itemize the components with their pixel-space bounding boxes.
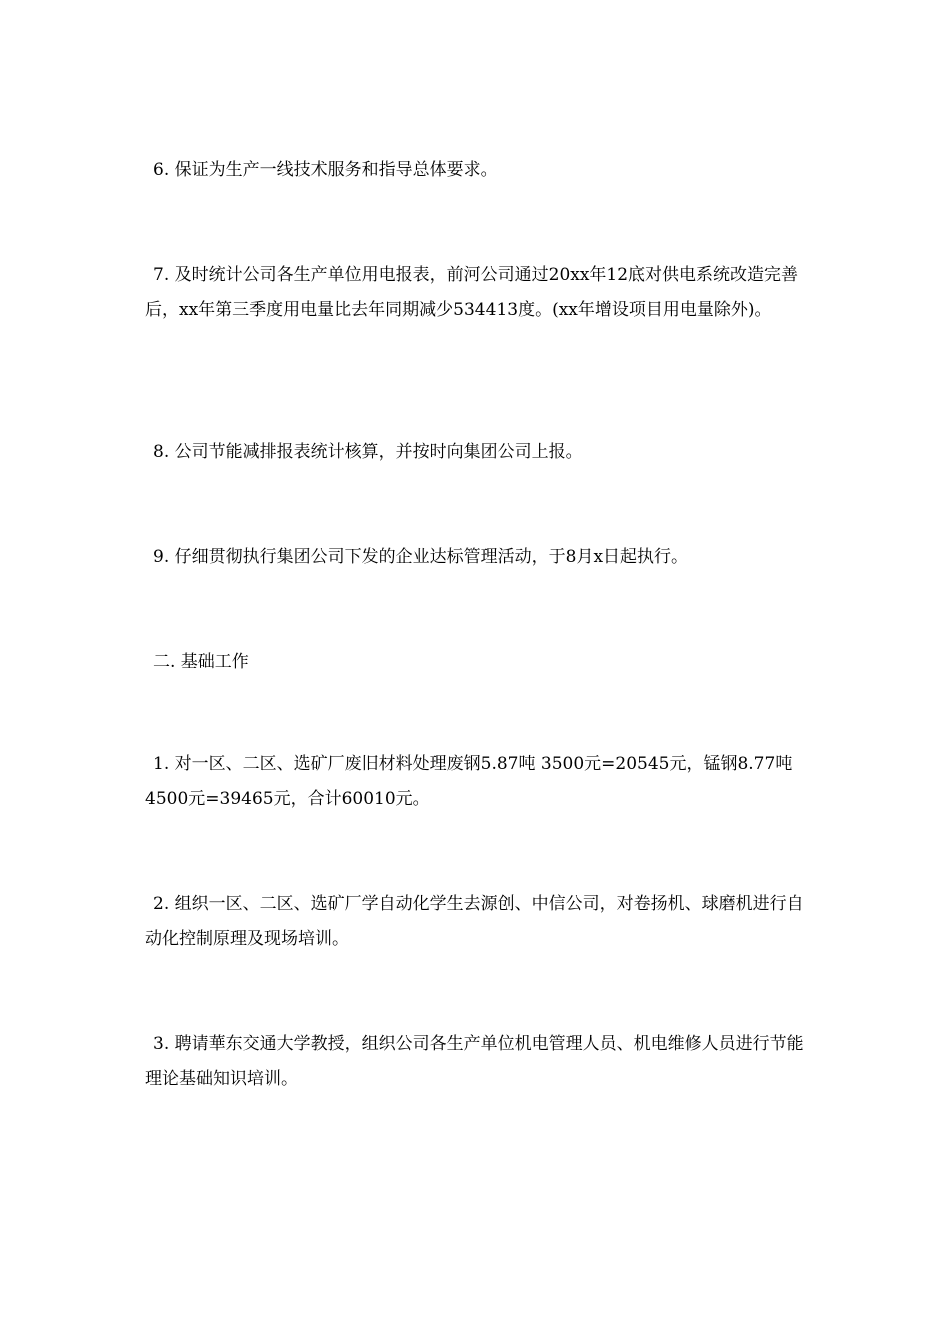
paragraph-item-6: 6. 保证为生产一线技术服务和指导总体要求。 [153,160,498,180]
paragraph-basic-item-3: 3. 聘请華东交通大学教授，组织公司各生产单位机电管理人员、机电维修人员进行节能理论基础知识培训。 [145,1034,804,1089]
paragraph-item-9: 9. 仔细贯彻执行集团公司下发的企业达标管理活动，于8月x日起执行。 [153,547,689,567]
section-heading: 二. 基础工作 [153,652,249,672]
paragraph-basic-item-2: 2. 组织一区、二区、选矿厂学自动化学生去源创、中信公司，对卷扬机、球磨机进行自动化控制原理及现场培训。 [145,894,804,949]
paragraph-item-7: 7. 及时统计公司各生产单位用电报表，前河公司通过20xx年12底对供电系统改造完善后，xx年第三季度用电量比去年同期减少534413度。(xx年增设项目用电量除外)。 [145,265,799,320]
paragraph-item-8: 8. 公司节能减排报表统计核算，并按时向集团公司上报。 [153,442,583,462]
paragraph-basic-item-1: 1. 对一区、二区、选矿厂废旧材料处理废钢5.87吨 3500元=20545元，锰钢8.77吨 4500元=39465元，合计60010元。 [145,754,793,809]
